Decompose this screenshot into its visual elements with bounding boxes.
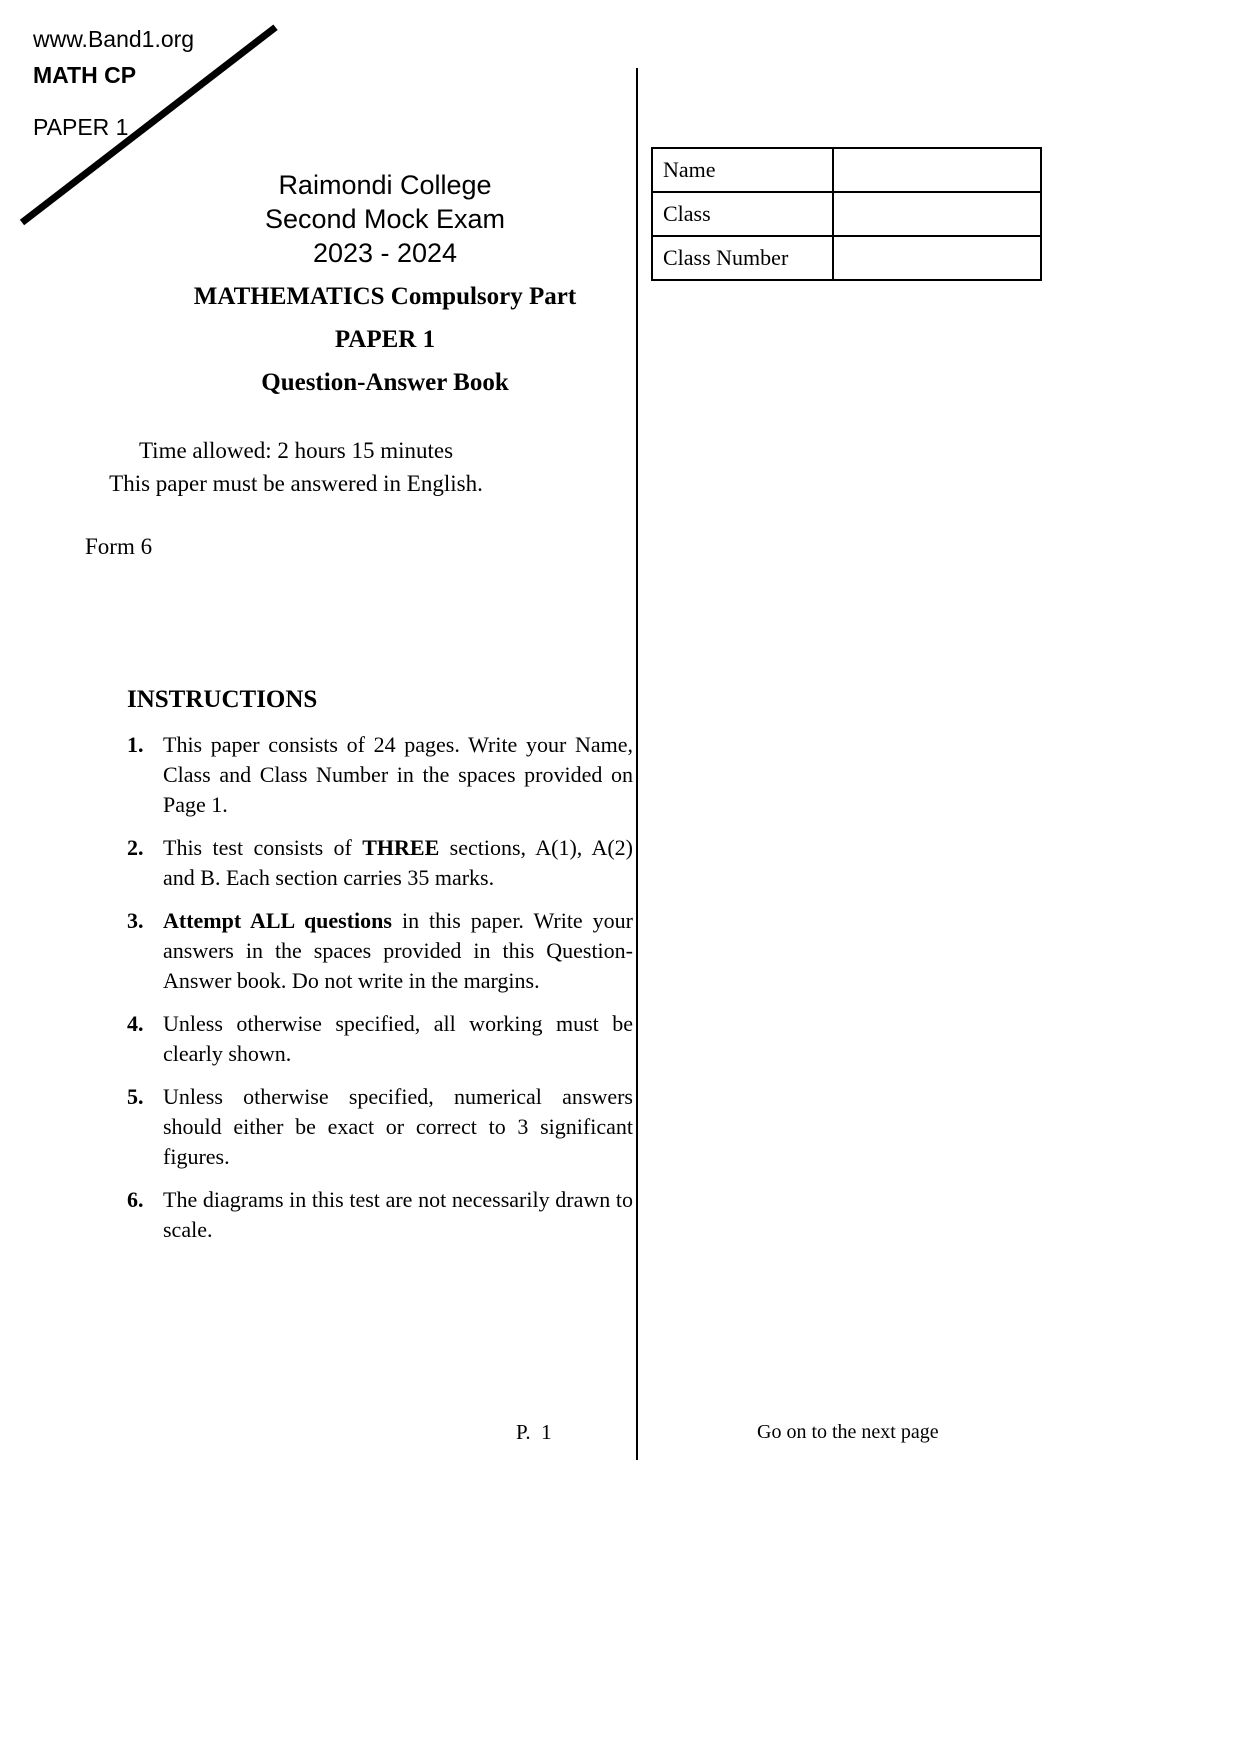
instructions-section (127, 686, 633, 1258)
exam-header (0, 168, 770, 400)
item-text: This paper consists of 24 pages. Write your Name, Class and Class Number in the spaces provided on Page 1. (163, 732, 633, 817)
item-text: Unless otherwise specified, numerical answers should either be exact or correct to 3 significant figures. (163, 1084, 633, 1169)
item-text: The diagrams in this test are not necessarily drawn to scale. (163, 1187, 633, 1242)
subject-code: MATH CP (33, 62, 137, 88)
site-url: www.Band1.org (33, 26, 195, 52)
name-value-cell (833, 148, 1041, 192)
class-label: Class (652, 192, 833, 236)
item-text: This test consists of (163, 835, 363, 860)
page-number: P. 1 (516, 1420, 552, 1444)
form-label: Form 6 (85, 534, 153, 559)
instruction-item-6 (127, 1185, 633, 1245)
next-page-note: Go on to the next page (757, 1421, 939, 1443)
item-bold-text: Attempt ALL questions (163, 908, 392, 933)
exam-year: 2023 - 2024 (312, 238, 458, 268)
time-allowed: Time allowed: 2 hours 15 minutes (138, 438, 454, 463)
item-number: 2. (127, 835, 144, 860)
language-note: This paper must be answered in English. (109, 471, 483, 496)
school-name: Raimondi College (278, 170, 492, 200)
instruction-item-3 (127, 906, 633, 996)
instruction-item-5 (127, 1082, 633, 1172)
watermark-block (33, 26, 194, 141)
instruction-item-1 (127, 730, 633, 820)
paper-title: PAPER 1 (334, 326, 436, 353)
item-text: Unless otherwise specified, all working must be clearly shown. (163, 1011, 633, 1066)
instruction-item-2 (127, 833, 633, 893)
class-value-cell (833, 192, 1041, 236)
item-bold-text: THREE (362, 835, 440, 860)
time-block (0, 434, 592, 500)
class-number-label: Class Number (652, 236, 833, 280)
name-label: Name (652, 148, 833, 192)
item-number: 3. (127, 908, 144, 933)
class-number-value-cell (833, 236, 1041, 280)
instructions-title: INSTRUCTIONS (127, 686, 318, 713)
item-text-post: sections, A(1), A(2) and B. Each section carries 35 marks. (163, 835, 633, 890)
item-number: 5. (127, 1084, 144, 1109)
exam-name: Second Mock Exam (264, 204, 506, 234)
item-number: 4. (127, 1011, 144, 1036)
item-number: 1. (127, 732, 144, 757)
paper-number-label: PAPER 1 (33, 114, 129, 140)
item-text-post: in this paper. Write your answers in the spaces provided in this Question-Answer book. Do not write in the margins. (163, 908, 633, 993)
subject-title: MATHEMATICS Compulsory Part (193, 283, 577, 310)
item-number: 6. (127, 1187, 144, 1212)
instruction-item-4 (127, 1009, 633, 1069)
book-title: Question-Answer Book (261, 369, 509, 396)
